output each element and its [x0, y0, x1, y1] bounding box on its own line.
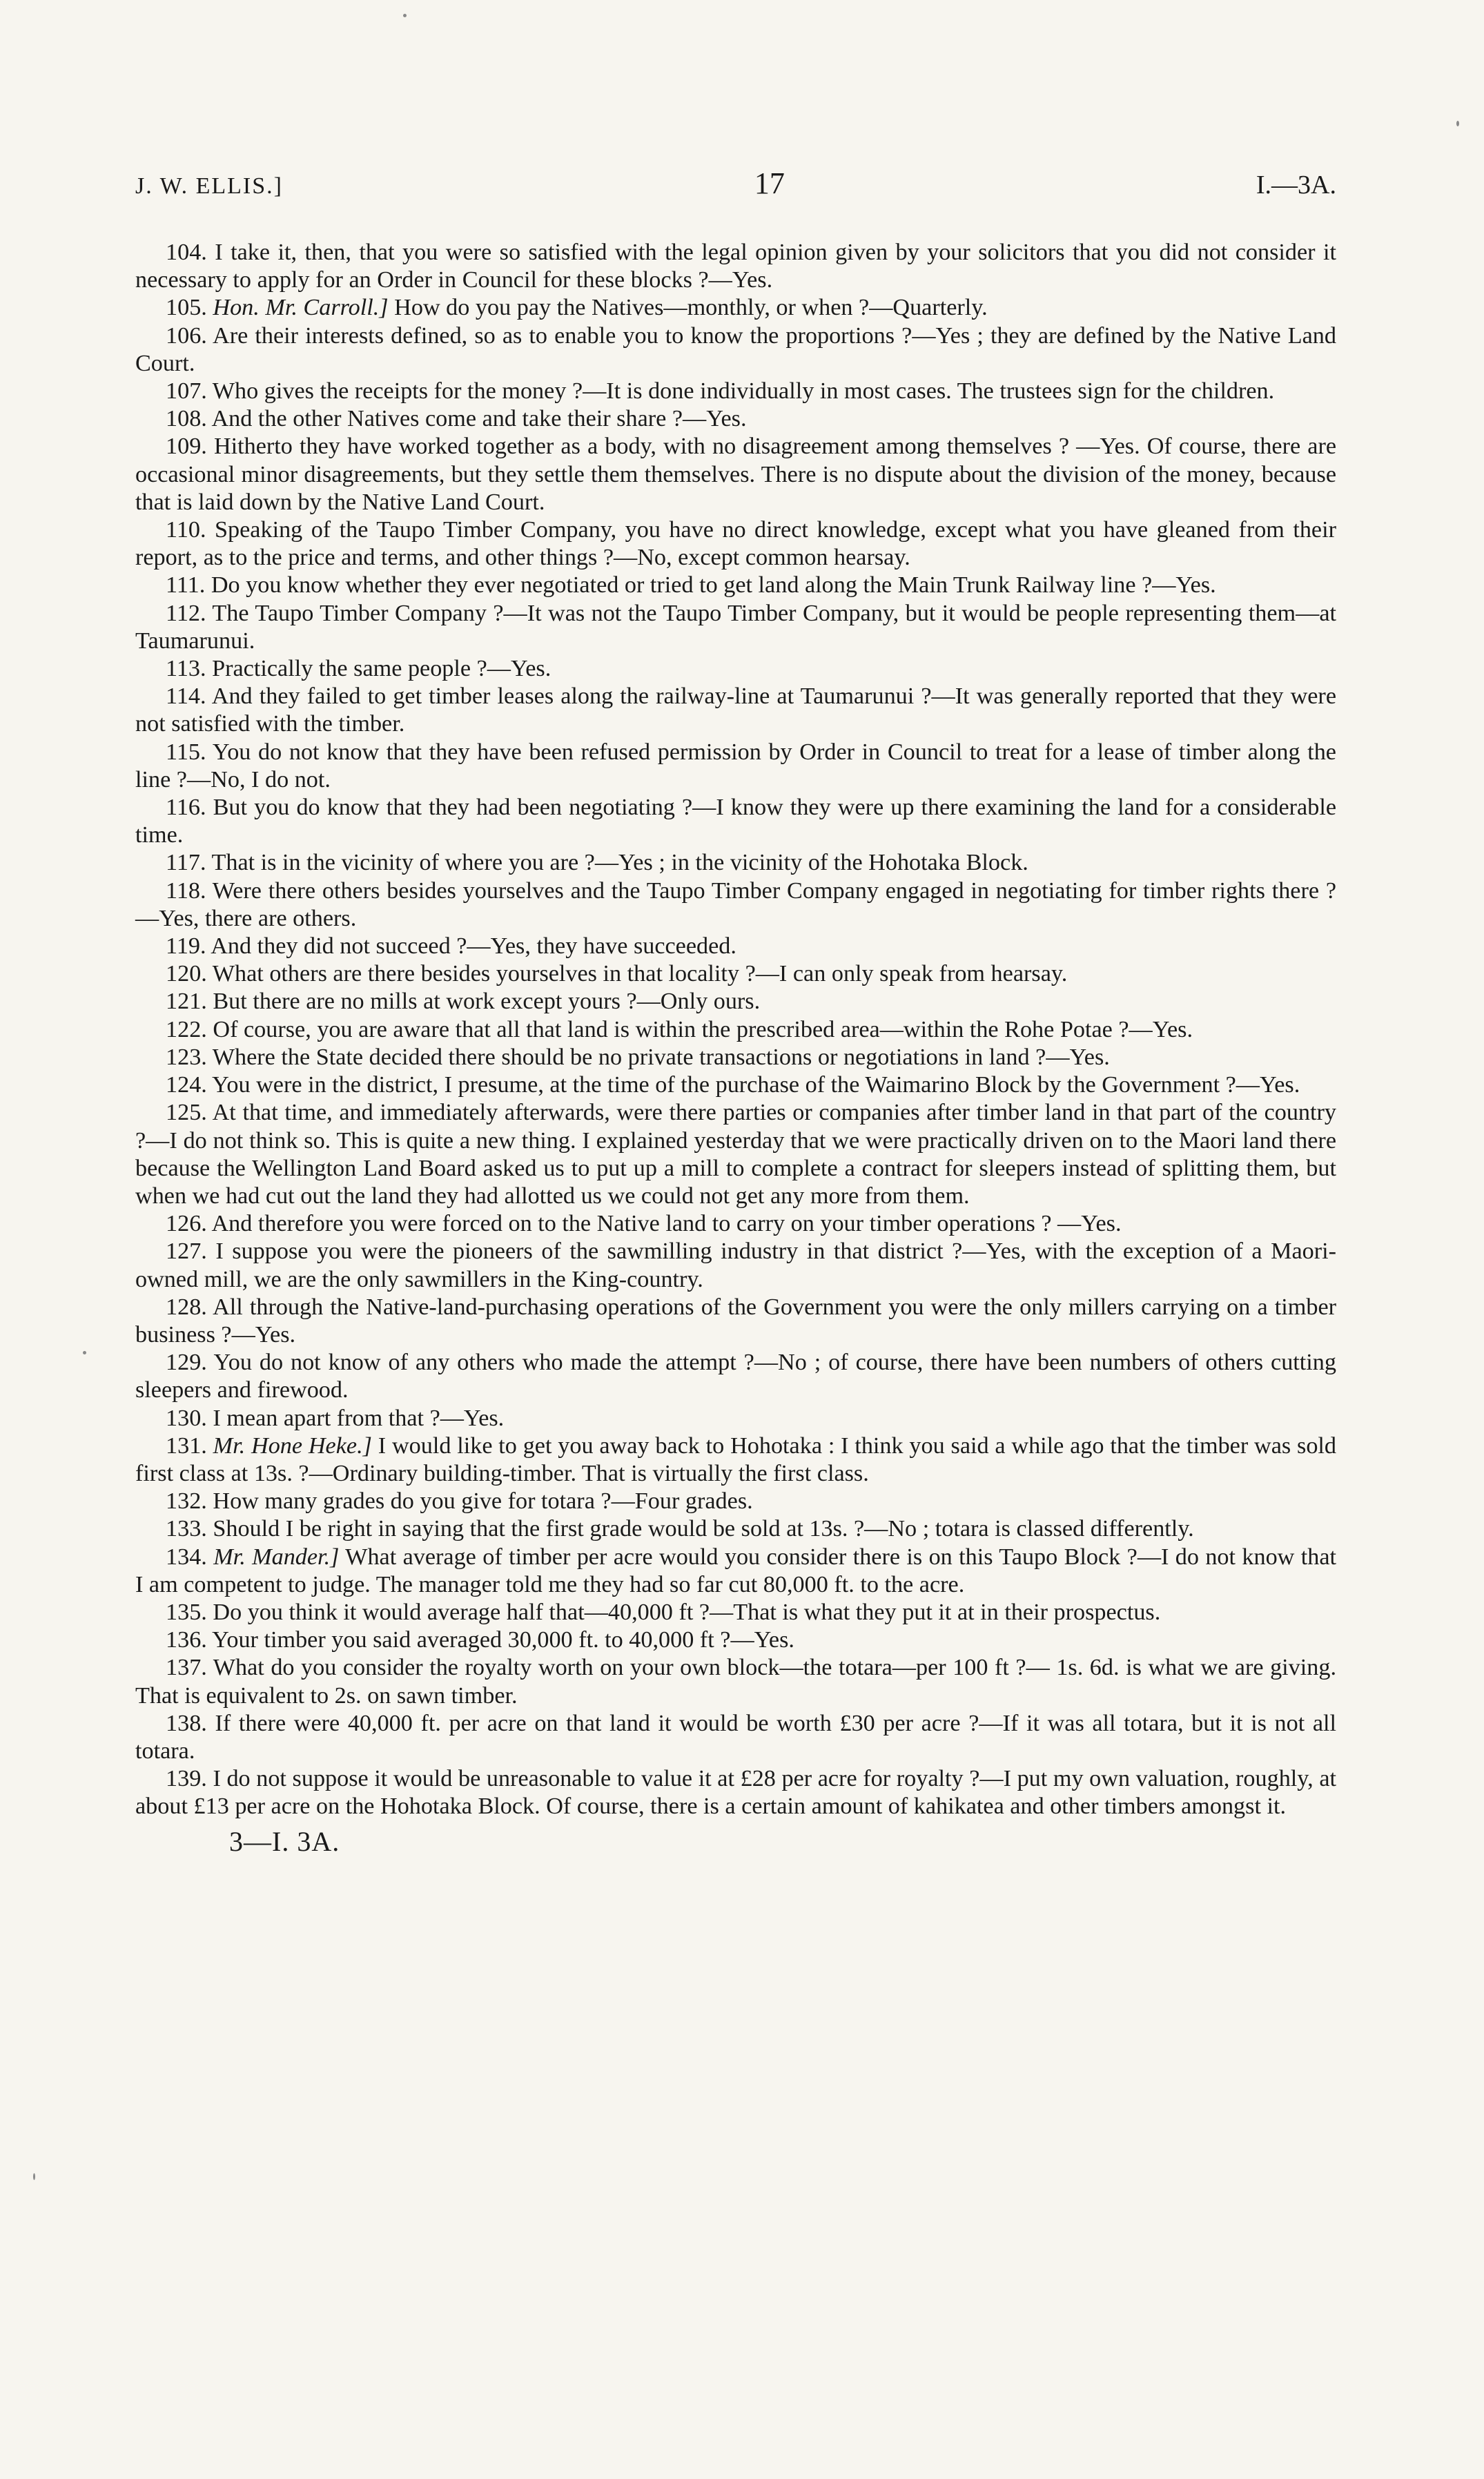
paper-speck	[33, 2173, 35, 2180]
paper-speck	[83, 1351, 86, 1354]
qa-entry: 113. Practically the same people ?—Yes.	[166, 656, 551, 682]
qa-entry: 125. At that time, and immediately afterwards, were there parties or companies after timber land in that part of the country ?—I do not think so. This is quite a new thing. I explained yesterday that we were practically driven on to the Maori land there because the Wellington Land Board asked us to put up a mill to complete a contract for sleepers instead of splitting them, but when we had cut out the land they had allotted us we could not get any more from them.	[135, 1100, 1336, 1209]
qa-entry: 108. And the other Natives come and take their share ?—Yes.	[166, 406, 747, 432]
qa-entry: 135. Do you think it would average half that—40,000 ft ?—That is what they put it at in their prospectus.	[166, 1599, 1161, 1625]
entry-text: I would like to get you away back to Hohotaka : I think you said a while ago that the timber was sold first class at 13s. ?—Ordinary building-timber. That is virtually the first class.	[135, 1432, 1337, 1486]
qa-entry: 120. What others are there besides yourselves in that locality ?—I can only speak from hearsay.	[166, 961, 1068, 987]
qa-entry: 107. Who gives the receipts for the money ?—It is done individually in most cases. The trustees sign for the children.	[166, 378, 1275, 405]
qa-entry: 132. How many grades do you give for totara ?—Four grades.	[166, 1488, 753, 1515]
qa-entry: 130. I mean apart from that ?—Yes.	[166, 1405, 505, 1431]
qa-entry: 124. You were in the district, I presume, at the time of the purchase of the Waimarino Block by the Government ?—Yes.	[166, 1072, 1300, 1098]
paper-speck	[1456, 121, 1459, 126]
paper-speck	[403, 14, 407, 17]
qa-entry: 121. But there are no mills at work except yours ?—Only ours.	[166, 989, 761, 1015]
entry-text: What average of timber per acre would you consider there is on this Taupo Block ?—I do not know that I am competent to judge. The manager told me they had so far cut 80,000 ft. to the acre.	[135, 1544, 1336, 1597]
entry-number: 131.	[166, 1432, 207, 1459]
qa-entry: 111. Do you know whether they ever negotiated or tried to get land along the Main Trunk Railway line ?—Yes.	[166, 572, 1216, 599]
qa-entry	[135, 1432, 1336, 1488]
qa-entry: 112. The Taupo Timber Company ?—It was not the Taupo Timber Company, but it would be people representing them—at Taumarunui.	[135, 600, 1336, 654]
qa-entry	[135, 294, 1336, 322]
entry-number: 134.	[166, 1544, 207, 1570]
entry-number: 105.	[166, 295, 207, 321]
page-number: 17	[754, 166, 785, 200]
entry-text: How do you pay the Natives—monthly, or when ?—Quarterly.	[388, 295, 988, 321]
document-page	[135, 166, 1336, 1858]
header-witness: J. W. ELLIS.]	[135, 173, 283, 199]
speaker-name: Mr. Hone Heke.]	[213, 1432, 372, 1459]
qa-entry: 104. I take it, then, that you were so satisfied with the legal opinion given by your solicitors that you did not consider it necessary to apply for an Order in Council for these blocks ?—Yes.	[135, 240, 1336, 293]
header-reference: I.—3A.	[1256, 171, 1336, 200]
qa-entry: 137. What do you consider the royalty worth on your own block—the totara—per 100 ft ?— 1s. 6d. is what we are giving. That is equivalent to 2s. on sawn timber.	[135, 1655, 1336, 1709]
qa-entry: 133. Should I be right in saying that the first grade would be sold at 13s. ?—No ; totara is classed differently.	[166, 1516, 1194, 1542]
qa-entry: 118. Were there others besides yourselves and the Taupo Timber Company engaged in negotiating for timber rights there ?—Yes, there are others.	[135, 877, 1336, 931]
qa-entry: 139. I do not suppose it would be unreasonable to value it at £28 per acre for royalty ?—I put my own valuation, roughly, at about £13 per acre on the Hohotaka Block. Of course, there is a certain amount of kahikatea and other timbers amongst it.	[135, 1766, 1336, 1820]
qa-entry: 119. And they did not succeed ?—Yes, they have succeeded.	[166, 933, 736, 960]
qa-entry: 116. But you do know that they had been negotiating ?—I know they were up there examining the land for a considerable time.	[135, 795, 1336, 848]
qa-entry: 106. Are their interests defined, so as to enable you to know the proportions ?—Yes ; they are defined by the Native Land Court.	[135, 322, 1336, 376]
qa-entry: 122. Of course, you are aware that all that land is within the prescribed area—within the Rohe Potae ?—Yes.	[166, 1016, 1193, 1042]
qa-entry: 110. Speaking of the Taupo Timber Company, you have no direct knowledge, except what you have gleaned from their report, as to the price and terms, and other things ?—No, except common hearsay.	[135, 517, 1336, 571]
qa-entry: 129. You do not know of any others who made the attempt ?—No ; of course, there have been numbers of others cutting sleepers and firewood.	[135, 1350, 1336, 1403]
qa-entry: 115. You do not know that they have been refused permission by Order in Council to treat for a lease of timber along the line ?—No, I do not.	[135, 739, 1336, 793]
speaker-name: Hon. Mr. Carroll.]	[213, 295, 389, 321]
question-answer-list	[135, 239, 1336, 1821]
qa-entry: 138. If there were 40,000 ft. per acre on that land it would be worth £30 per acre ?—If it was all totara, but it is not all totara.	[135, 1710, 1336, 1764]
qa-entry: 127. I suppose you were the pioneers of the sawmilling industry in that district ?—Yes, with the exception of a Maori-owned mill, we are the only sawmillers in the King-country.	[135, 1238, 1336, 1292]
qa-entry: 109. Hitherto they have worked together as a body, with no disagreement among themselves ? —Yes. Of course, there are occasional minor disagreements, but they settle them themselves. There is no dispute about the division of the money, because that is laid down by the Native Land Court.	[135, 434, 1336, 515]
qa-entry	[135, 1544, 1336, 1599]
signature-mark: 3—I. 3A.	[229, 1825, 340, 1857]
qa-entry: 114. And they failed to get timber leases along the railway-line at Taumarunui ?—It was generally reported that they were not satisfied with the timber.	[135, 683, 1336, 737]
page-header	[135, 166, 1336, 214]
qa-entry: 126. And therefore you were forced on to the Native land to carry on your timber operations ? —Yes.	[166, 1211, 1122, 1237]
speaker-name: Mr. Mander.]	[213, 1544, 340, 1570]
qa-entry: 136. Your timber you said averaged 30,000 ft. to 40,000 ft ?—Yes.	[166, 1627, 794, 1653]
qa-entry: 117. That is in the vicinity of where you are ?—Yes ; in the vicinity of the Hohotaka Block.	[166, 850, 1028, 876]
qa-entry: 123. Where the State decided there should be no private transactions or negotiations in land ?—Yes.	[166, 1044, 1110, 1070]
qa-entry: 128. All through the Native-land-purchasing operations of the Government you were the only millers carrying on a timber business ?—Yes.	[135, 1294, 1336, 1348]
